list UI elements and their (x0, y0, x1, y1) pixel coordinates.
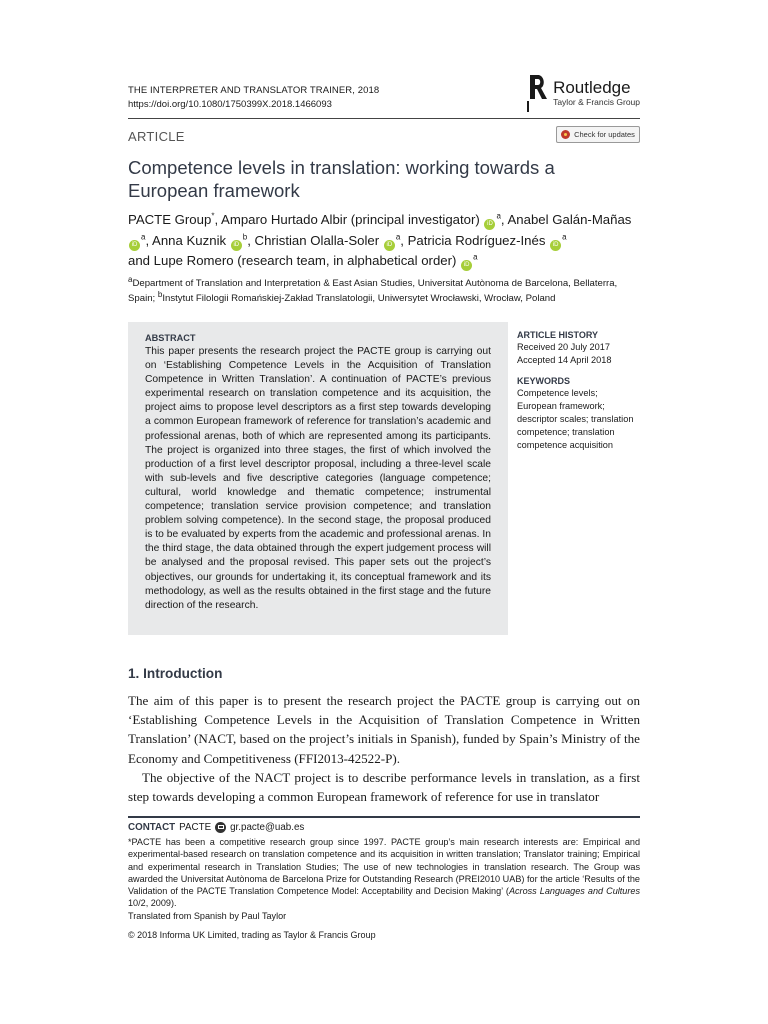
affiliation-a: Department of Translation and Interpretation & East Asian Studies, Universitat Autònoma de Barcelona, Bellaterra, Spain; (128, 278, 618, 304)
paragraph: The objective of the NACT project is to describe performance levels in translation, as a first step towards developing a common European framework of reference for use in translator (128, 769, 640, 805)
author-mark: * (211, 211, 215, 221)
affiliations (128, 276, 640, 306)
keyword-line: competence; translation (517, 427, 615, 437)
author-mark: b (242, 232, 248, 242)
contact-email[interactable]: gr.pacte@uab.es (230, 822, 305, 833)
doi-link[interactable]: https://doi.org/10.1080/1750399X.2018.1466093 (128, 99, 332, 110)
keyword-line: descriptor scales; translation (517, 414, 634, 424)
section-heading-introduction: 1. Introduction (128, 666, 223, 681)
abstract-text: This paper presents the research project the PACTE group is carrying out on ‘Establishing Competence Levels in the Acquisition of Translation Competence in Written Translation’. A continuation of PACTE’s previous experimental research on translation competence and its acquisition, the project aims to propose level descriptors as a first step towards developing a common European framework of reference for translation’s academic and professional arenas, both of which are represented among its participants. The project is organized into three stages, the first of which involved the production of a first level descriptor proposal, including a three-level scale with sub-levels and five descriptive categories (language competence; cultural, world knowledge and thematic competence; instrumental competence; translation service provision competence; and translation problem solving competence). In the second stage, the proposal produced is to be evaluated by experts from the academic and professional arenas. In the third stage, the data obtained through the expert judgement process will be analysed and the proposal revised. This paper sets out the project’s objectives, our grounds for undertaking it, its conceptual framework and its methodology, as well as the results obtained in the first stage and the future direction of the research. (145, 346, 491, 611)
author-name: , Anna Kuznik (145, 232, 227, 248)
author-name: PACTE Group (128, 212, 212, 227)
copyright-notice: © 2018 Informa UK Limited, trading as Taylor & Francis Group (128, 930, 376, 940)
author-name: , Anabel Galán-Mañas (500, 212, 632, 227)
paragraph: The aim of this paper is to present the research project the PACTE group is carrying out on ‘Establishing Competence Levels in the Acquisition of Translation Competence in Written Translation’ (NACT, based on the project’s initials in Spanish), funded by Spain’s Ministry of the Economy and Competitiveness (FFI2013-42522-P). (128, 693, 640, 766)
routledge-logo-icon (527, 73, 547, 113)
publisher-name: Routledge (553, 78, 631, 97)
author-mark: a (562, 232, 567, 242)
publisher-subtitle: Taylor & Francis Group (553, 97, 640, 107)
translator-credit: Translated from Spanish by Paul Taylor (128, 910, 287, 921)
publisher-block (527, 73, 640, 113)
introduction-body (128, 691, 640, 806)
author-name: , Christian Olalla-Soler (247, 232, 380, 248)
check-for-updates-button[interactable] (556, 126, 640, 143)
article-type-label: ARTICLE (128, 129, 185, 144)
orcid-icon[interactable]: iD (384, 240, 395, 251)
author-mark: a (395, 232, 401, 242)
orcid-icon[interactable]: iD (129, 240, 140, 251)
contact-label: CONTACT (128, 822, 176, 833)
article-sidebar (517, 330, 641, 452)
footnote-divider (128, 816, 640, 818)
accepted-date: Accepted 14 April 2018 (517, 355, 612, 365)
email-icon (215, 822, 226, 833)
footnote-journal: Across Languages and Cultures (508, 886, 640, 897)
header-divider (128, 118, 640, 119)
author-mark: a (473, 252, 478, 262)
article-history-heading: ARTICLE HISTORY (517, 330, 599, 340)
affiliation-mark: b (157, 289, 163, 299)
orcid-icon[interactable]: iD (231, 240, 242, 251)
author-mark: a (496, 211, 501, 221)
footnote-block (128, 836, 640, 922)
check-for-updates-label: Check for updates (574, 130, 635, 139)
keyword-line: Competence levels; (517, 388, 598, 398)
crossmark-icon (561, 130, 570, 139)
footnote-text: *PACTE has been a competitive research group since 1997. PACTE group’s main research interests are: Empirical and experimental-based research on translation competence and its acquisition in written translation; Translator training; Empirical and experimental research in Translation Studies; The use of new technologies in translation research. The Group was awarded the Universitat Autònoma de Barcelona Prize for Outstanding Research (PREI2010 UAB) for the article ‘Results of the Validation of the PACTE Translation Competence Model: Acceptability and Decision Making’ ( (128, 837, 640, 897)
received-date: Received 20 July 2017 (517, 342, 610, 352)
journal-title: THE INTERPRETER AND TRANSLATOR TRAINER, 2018 (128, 85, 380, 96)
author-mark: a (141, 232, 146, 242)
author-name: , Amparo Hurtado Albir (principal investigator) (214, 212, 480, 227)
affiliation-b: Instytut Filologii Romańskiej-Zakład Translatologii, Uniwersytet Wrocławski, Wrocław, Poland (162, 293, 556, 304)
author-name: and Lupe Romero (research team, in alphabetical order) (128, 253, 457, 268)
abstract-box (128, 322, 508, 635)
article-title: Competence levels in translation: working towards a European framework (128, 157, 555, 201)
keywords-heading: KEYWORDS (517, 376, 571, 386)
orcid-icon[interactable]: iD (461, 260, 472, 271)
journal-header (128, 78, 640, 119)
contact-name: PACTE (179, 822, 212, 833)
footnote-text-end: 10/2, 2009). (128, 898, 177, 909)
orcid-icon[interactable]: iD (550, 240, 561, 251)
keyword-line: European framework; (517, 401, 605, 411)
abstract-heading: ABSTRACT (145, 333, 196, 343)
affiliation-mark: a (128, 274, 133, 284)
author-list (128, 210, 640, 272)
keyword-line: competence acquisition (517, 440, 614, 450)
orcid-icon[interactable]: iD (484, 219, 495, 230)
contact-line (128, 822, 304, 833)
author-name: , Patricia Rodríguez-Inés (400, 232, 546, 248)
